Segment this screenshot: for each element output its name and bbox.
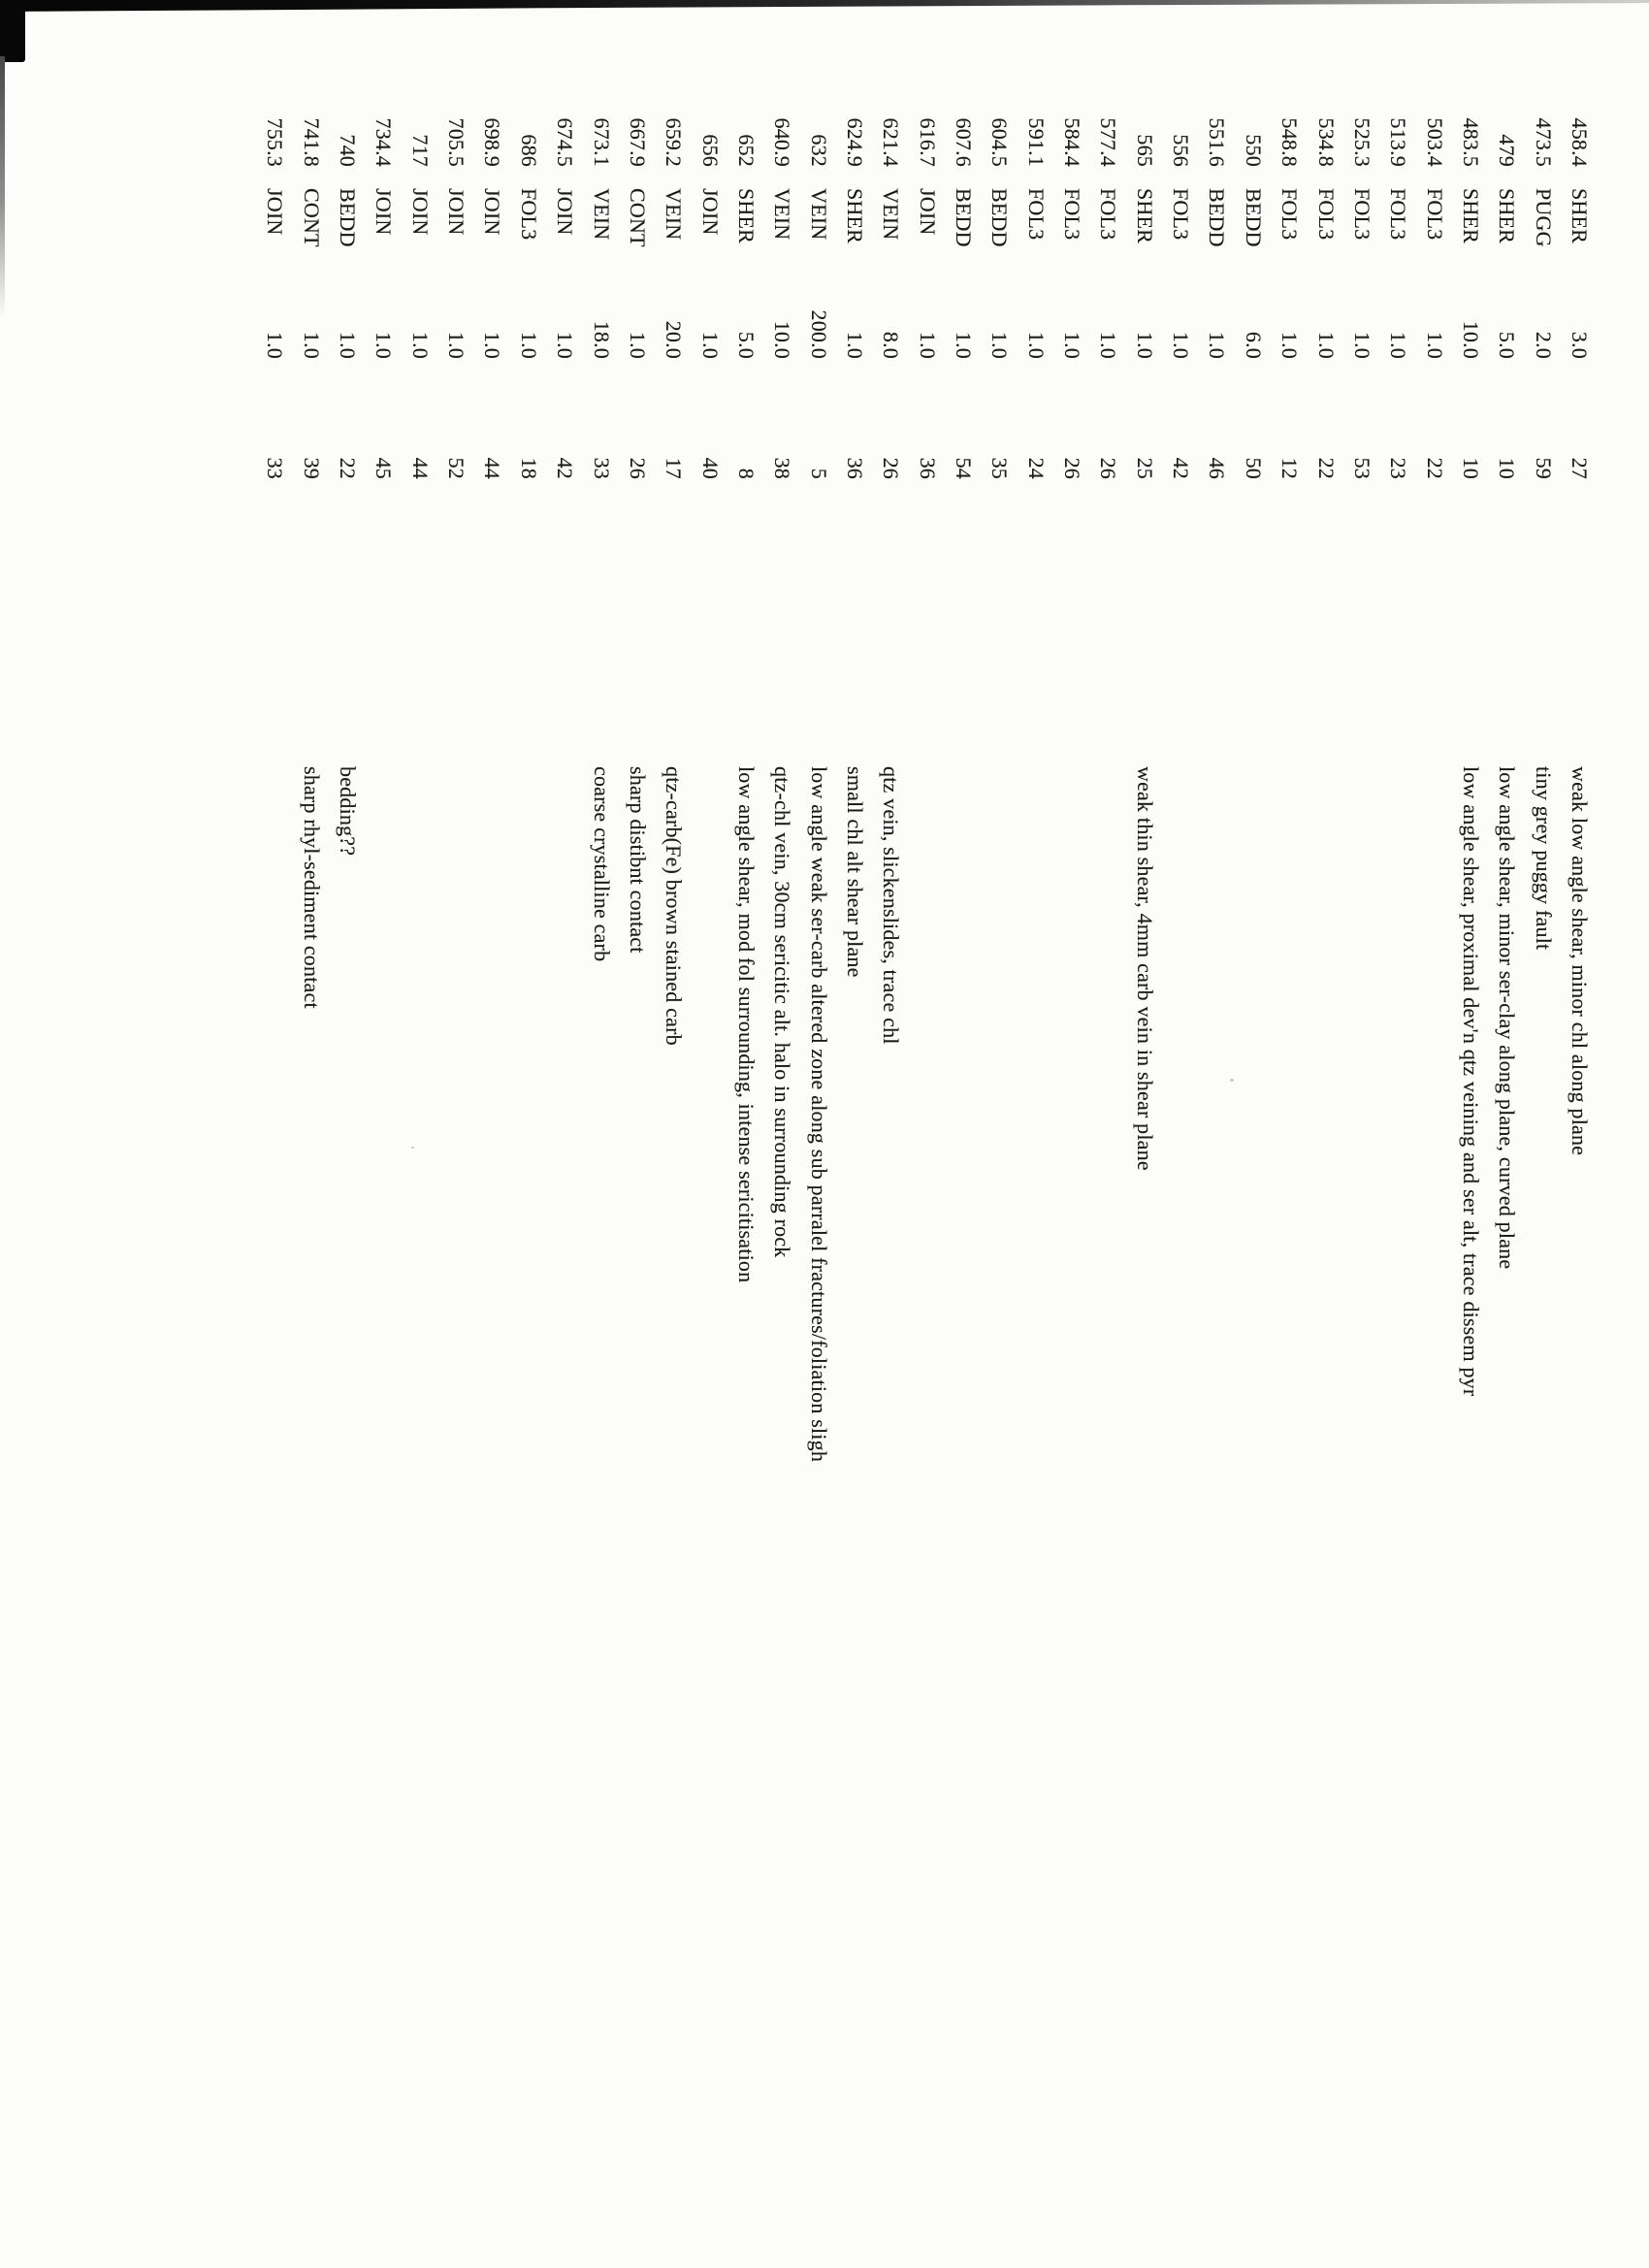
structure-code: JOIN <box>915 188 940 236</box>
angle-value: 25 <box>1132 457 1157 479</box>
angle-value: 26 <box>625 457 650 479</box>
angle-value: 44 <box>407 457 433 479</box>
angle-value: 12 <box>1277 457 1303 479</box>
angle-value: 40 <box>697 457 723 479</box>
comment-text: bedding?? <box>336 766 361 857</box>
structure-code: CONT <box>625 188 650 247</box>
width-value: 1.0 <box>299 331 324 359</box>
table-row <box>588 0 615 2268</box>
table-row <box>551 0 578 2268</box>
structure-code: VEIN <box>806 188 831 241</box>
depth-value: 525.3 <box>1349 117 1374 167</box>
depth-value: 548.8 <box>1277 117 1303 167</box>
depth-value: 483.5 <box>1458 117 1483 167</box>
table-row <box>914 0 941 2268</box>
table-row <box>660 0 687 2268</box>
angle-value: 26 <box>1060 457 1085 479</box>
table-row <box>1276 0 1303 2268</box>
width-value: 10.0 <box>770 320 795 359</box>
structure-code: FOL3 <box>1169 188 1194 241</box>
width-value: 5.0 <box>1495 331 1520 359</box>
angle-value: 39 <box>299 457 324 479</box>
angle-value: 22 <box>1422 457 1447 479</box>
width-value: 1.0 <box>444 331 469 359</box>
depth-value: 556 <box>1169 134 1194 167</box>
structure-code: SHER <box>1458 188 1483 244</box>
width-value: 1.0 <box>697 331 723 359</box>
width-value: 1.0 <box>625 331 650 359</box>
table-row <box>624 0 651 2268</box>
table-row <box>1530 0 1557 2268</box>
width-value: 1.0 <box>1096 331 1121 359</box>
angle-value: 53 <box>1349 457 1374 479</box>
depth-value: 550 <box>1241 134 1266 167</box>
table-row <box>261 0 288 2268</box>
structure-code: BEDD <box>952 188 977 247</box>
depth-value: 513.9 <box>1386 117 1411 167</box>
table-row <box>805 0 832 2268</box>
table-row <box>696 0 724 2268</box>
angle-value: 33 <box>589 457 614 479</box>
angle-value: 42 <box>553 457 578 479</box>
comment-text: weak low angle shear, minor chl along plane <box>1568 766 1592 1156</box>
table-row <box>1348 0 1375 2268</box>
comment-text: small chl alt shear plane <box>843 766 867 978</box>
angle-value: 26 <box>1096 457 1121 479</box>
depth-value: 674.5 <box>553 117 578 167</box>
depth-value: 458.4 <box>1568 117 1592 167</box>
width-value: 1.0 <box>1060 331 1085 359</box>
width-value: 2.0 <box>1531 331 1556 359</box>
angle-value: 23 <box>1386 457 1411 479</box>
angle-value: 52 <box>444 457 469 479</box>
table-row <box>515 0 542 2268</box>
width-value: 6.0 <box>1241 331 1266 359</box>
angle-value: 36 <box>915 457 940 479</box>
angle-value: 22 <box>1313 457 1339 479</box>
structure-code: JOIN <box>372 188 397 236</box>
depth-value: 503.4 <box>1422 117 1447 167</box>
depth-value: 604.5 <box>987 117 1013 167</box>
table-row <box>442 0 469 2268</box>
table-row <box>1384 0 1411 2268</box>
depth-value: 624.9 <box>843 117 867 167</box>
comment-text: sharp distibnt contact <box>625 766 650 954</box>
depth-value: 698.9 <box>480 117 505 167</box>
structure-code: JOIN <box>444 188 469 236</box>
depth-value: 473.5 <box>1531 117 1556 167</box>
angle-value: 50 <box>1241 457 1266 479</box>
depth-value: 741.8 <box>299 117 324 167</box>
structure-code: JOIN <box>480 188 505 236</box>
table-row <box>841 0 868 2268</box>
table-row <box>406 0 434 2268</box>
structure-code: FOL3 <box>1096 188 1121 241</box>
angle-value: 17 <box>662 457 687 479</box>
width-value: 1.0 <box>952 331 977 359</box>
depth-value: 686 <box>516 134 541 167</box>
depth-value: 667.9 <box>625 117 650 167</box>
width-value: 1.0 <box>1277 331 1303 359</box>
angle-value: 45 <box>372 457 397 479</box>
depth-value: 621.4 <box>879 117 904 167</box>
angle-value: 35 <box>987 457 1013 479</box>
angle-value: 10 <box>1458 457 1483 479</box>
structure-code: SHER <box>1132 188 1157 244</box>
table-row <box>1457 0 1484 2268</box>
comment-text: weak thin shear, 4mm carb vein in shear plane <box>1132 766 1157 1171</box>
comment-text: qtz-carb(Fe) brown stained carb <box>662 766 687 1046</box>
table-row <box>732 0 760 2268</box>
structure-code: FOL3 <box>1386 188 1411 241</box>
table-row <box>950 0 977 2268</box>
table-row <box>298 0 325 2268</box>
width-value: 1.0 <box>480 331 505 359</box>
width-value: 1.0 <box>1205 331 1230 359</box>
depth-value: 656 <box>697 134 723 167</box>
comment-text: qtz-chl vein, 30cm sericitic alt. halo in surrounding rock <box>770 766 795 1258</box>
width-value: 1.0 <box>1349 331 1374 359</box>
structure-code: JOIN <box>407 188 433 236</box>
structure-code: SHER <box>843 188 867 244</box>
structure-code: VEIN <box>879 188 904 241</box>
width-value: 5.0 <box>733 331 759 359</box>
depth-value: 640.9 <box>770 117 795 167</box>
table-row <box>1421 0 1448 2268</box>
table-row <box>370 0 397 2268</box>
structure-code: BEDD <box>987 188 1013 247</box>
comment-text: qtz vein, slickenslides, trace chl <box>879 766 904 1045</box>
table-row <box>1094 0 1121 2268</box>
angle-value: 5 <box>806 468 831 479</box>
angle-value: 22 <box>336 457 361 479</box>
width-value: 18.0 <box>589 320 614 359</box>
angle-value: 33 <box>263 457 288 479</box>
table-row <box>1131 0 1158 2268</box>
structure-code: FOL3 <box>1422 188 1447 241</box>
depth-value: 607.6 <box>952 117 977 167</box>
depth-value: 534.8 <box>1313 117 1339 167</box>
table-row <box>768 0 795 2268</box>
angle-value: 27 <box>1568 457 1592 479</box>
structure-code: FOL3 <box>1060 188 1085 241</box>
depth-value: 551.6 <box>1205 117 1230 167</box>
comment-text: low angle shear, minor ser-clay along plane, curved plane <box>1495 766 1520 1270</box>
width-value: 1.0 <box>1313 331 1339 359</box>
angle-value: 18 <box>516 457 541 479</box>
structure-code: SHER <box>1495 188 1520 244</box>
angle-value: 36 <box>843 457 867 479</box>
structure-code: BEDD <box>1241 188 1266 247</box>
structure-code: FOL3 <box>516 188 541 241</box>
width-value: 1.0 <box>1169 331 1194 359</box>
depth-value: 479 <box>1495 134 1520 167</box>
comment-text: low angle weak ser-carb altered zone along sub parralel fractures/foliation sligh <box>806 766 831 1463</box>
angle-value: 8 <box>733 468 759 479</box>
structure-code: VEIN <box>589 188 614 241</box>
table-row <box>1058 0 1085 2268</box>
table-row <box>1566 0 1593 2268</box>
structure-code: BEDD <box>336 188 361 247</box>
comment-text: low angle shear, mod fol surrounding, intense sericitisation <box>733 766 759 1283</box>
width-value: 1.0 <box>553 331 578 359</box>
width-value: 200.0 <box>806 309 831 359</box>
angle-value: 38 <box>770 457 795 479</box>
width-value: 8.0 <box>879 331 904 359</box>
structure-code: PUGG <box>1531 188 1556 247</box>
width-value: 1.0 <box>987 331 1013 359</box>
comment-text: sharp rhyl-sediment contact <box>299 766 324 1009</box>
angle-value: 59 <box>1531 457 1556 479</box>
depth-value: 659.2 <box>662 117 687 167</box>
structure-code: BEDD <box>1205 188 1230 247</box>
width-value: 1.0 <box>372 331 397 359</box>
depth-value: 652 <box>733 134 759 167</box>
structure-code: SHER <box>733 188 759 244</box>
width-value: 1.0 <box>1023 331 1049 359</box>
depth-value: 565 <box>1132 134 1157 167</box>
angle-value: 54 <box>952 457 977 479</box>
table-row <box>334 0 361 2268</box>
structure-code: SHER <box>1568 188 1592 244</box>
table-row <box>479 0 506 2268</box>
depth-value: 755.3 <box>263 117 288 167</box>
table-row <box>1240 0 1267 2268</box>
table-row <box>877 0 904 2268</box>
depth-value: 673.1 <box>589 117 614 167</box>
angle-value: 44 <box>480 457 505 479</box>
depth-value: 734.4 <box>372 117 397 167</box>
depth-value: 632 <box>806 134 831 167</box>
width-value: 1.0 <box>407 331 433 359</box>
depth-value: 591.1 <box>1023 117 1049 167</box>
depth-value: 740 <box>336 134 361 167</box>
depth-value: 584.4 <box>1060 117 1085 167</box>
structure-code: FOL3 <box>1349 188 1374 241</box>
angle-value: 46 <box>1205 457 1230 479</box>
table-row <box>1022 0 1050 2268</box>
structure-code: VEIN <box>662 188 687 241</box>
depth-value: 705.5 <box>444 117 469 167</box>
angle-value: 10 <box>1495 457 1520 479</box>
structure-code: JOIN <box>553 188 578 236</box>
width-value: 3.0 <box>1568 331 1592 359</box>
width-value: 10.0 <box>1458 320 1483 359</box>
depth-value: 717 <box>407 134 433 167</box>
width-value: 1.0 <box>1132 331 1157 359</box>
comment-text: coarse crystalline carb <box>589 766 614 962</box>
depth-value: 577.4 <box>1096 117 1121 167</box>
table-row <box>986 0 1013 2268</box>
structure-code: JOIN <box>697 188 723 236</box>
table-row <box>1312 0 1340 2268</box>
width-value: 1.0 <box>263 331 288 359</box>
comment-text: tiny grey puggy fault <box>1531 766 1556 951</box>
depth-value: 616.7 <box>915 117 940 167</box>
width-value: 1.0 <box>1422 331 1447 359</box>
table-row <box>1204 0 1231 2268</box>
structure-code: VEIN <box>770 188 795 241</box>
width-value: 1.0 <box>1386 331 1411 359</box>
width-value: 1.0 <box>915 331 940 359</box>
width-value: 1.0 <box>336 331 361 359</box>
structure-code: FOL3 <box>1313 188 1339 241</box>
angle-value: 42 <box>1169 457 1194 479</box>
width-value: 1.0 <box>843 331 867 359</box>
structure-code: CONT <box>299 188 324 247</box>
structure-code: FOL3 <box>1277 188 1303 241</box>
structure-code: FOL3 <box>1023 188 1049 241</box>
width-value: 20.0 <box>662 320 687 359</box>
angle-value: 26 <box>879 457 904 479</box>
comment-text: low angle shear, proximal dev'n qtz veining and ser alt, trace dissem pyr <box>1458 766 1483 1397</box>
width-value: 1.0 <box>516 331 541 359</box>
table-row <box>1167 0 1194 2268</box>
table-row <box>1493 0 1520 2268</box>
structure-code: JOIN <box>263 188 288 236</box>
angle-value: 24 <box>1023 457 1049 479</box>
